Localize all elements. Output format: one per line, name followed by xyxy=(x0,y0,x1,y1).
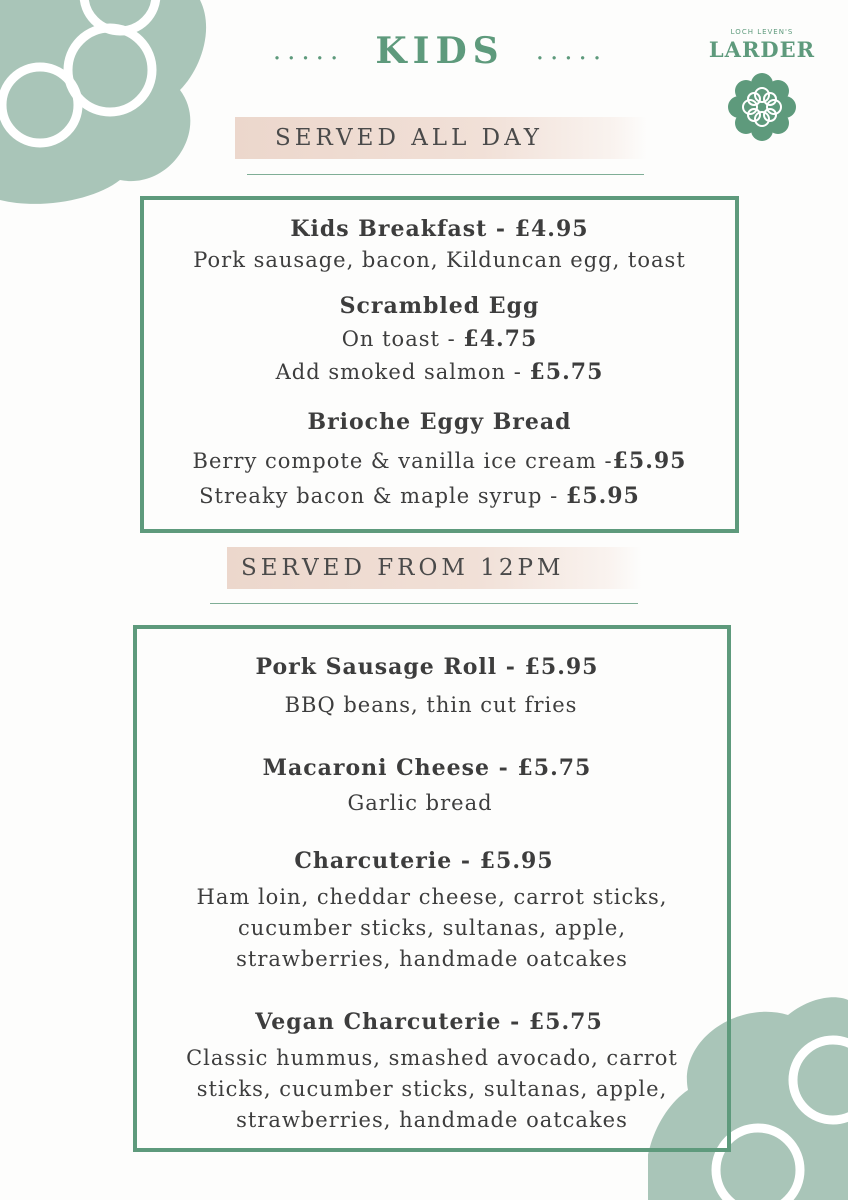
item-description: BBQ beans, thin cut fries xyxy=(284,693,578,717)
option-text: Streaky bacon & maple syrup - xyxy=(199,484,566,508)
option-text: On toast - xyxy=(341,327,464,351)
brand-logo xyxy=(706,28,818,142)
option-price: £5.95 xyxy=(565,483,640,509)
option-text: Add smoked salmon - xyxy=(275,360,530,384)
flower-emblem-icon xyxy=(727,72,797,142)
title-dots-left: ..... xyxy=(272,36,345,66)
item-description: cucumber sticks, sultanas, apple, xyxy=(238,916,626,940)
title-dots-right: ..... xyxy=(535,36,608,66)
item-description: Ham loin, cheddar cheese, carrot sticks, xyxy=(196,885,668,909)
divider xyxy=(210,603,638,604)
logo-subtitle: LOCH LEVEN'S xyxy=(730,28,794,36)
item-name: Scrambled Egg xyxy=(339,293,540,319)
option-price: £5.75 xyxy=(529,359,604,385)
logo-wordmark: LARDER xyxy=(708,37,816,62)
divider xyxy=(247,174,644,175)
title-row xyxy=(240,30,640,72)
item-description: Classic hummus, smashed avocado, carrot xyxy=(186,1046,678,1070)
item-option xyxy=(144,326,735,352)
option-price: £4.75 xyxy=(463,326,538,352)
item-name: Pork Sausage Roll - £5.95 xyxy=(255,654,599,680)
menu-box-all-day xyxy=(140,196,739,533)
section-heading-from-12pm: SERVED FROM 12PM xyxy=(227,547,642,589)
item-option xyxy=(104,483,735,509)
option-text: Berry compote & vanilla ice cream - xyxy=(192,449,613,473)
item-name: Charcuterie - £5.95 xyxy=(294,848,554,874)
item-name: Macaroni Cheese - £5.75 xyxy=(262,755,592,781)
item-option xyxy=(144,359,735,385)
menu-box-from-12pm xyxy=(133,625,731,1152)
item-description: Garlic bread xyxy=(347,791,493,815)
page-title: KIDS xyxy=(375,30,505,72)
item-name: Vegan Charcuterie - £5.75 xyxy=(255,1009,603,1035)
item-description: strawberries, handmade oatcakes xyxy=(236,1108,628,1132)
item-name: Kids Breakfast - £4.95 xyxy=(290,216,589,242)
item-description: sticks, cucumber sticks, sultanas, apple, xyxy=(196,1077,668,1101)
decorative-corner-top-left xyxy=(0,0,210,210)
item-option xyxy=(144,448,735,474)
item-name: Brioche Eggy Bread xyxy=(307,409,572,435)
option-price: £5.95 xyxy=(612,448,687,474)
item-description: Pork sausage, bacon, Kilduncan egg, toast xyxy=(193,248,686,272)
section-heading-all-day: SERVED ALL DAY xyxy=(235,117,647,159)
item-description: strawberries, handmade oatcakes xyxy=(236,947,628,971)
